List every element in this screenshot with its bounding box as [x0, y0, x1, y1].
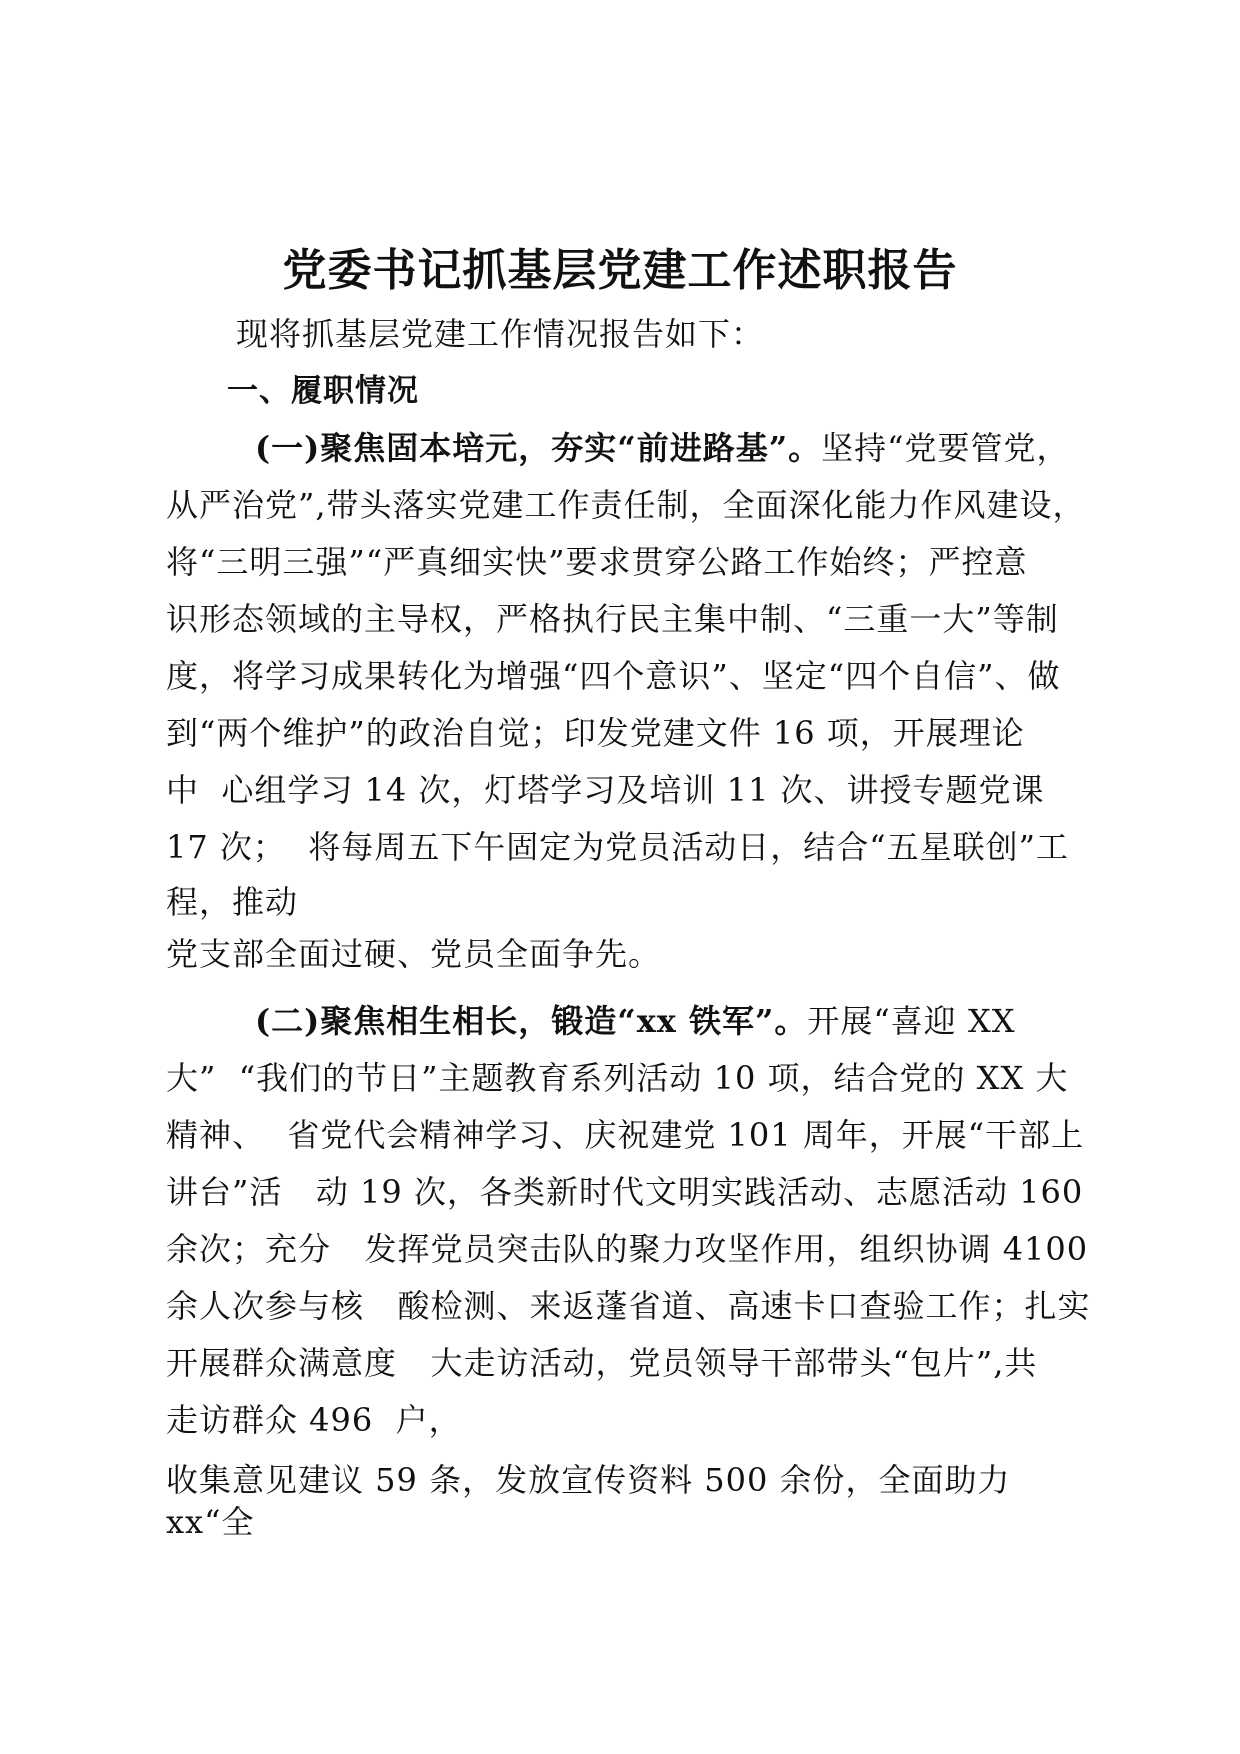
paragraph-2-line-7: 开展群众满意度 大走访活动，党员领导干部带头“包片”,共 — [166, 1344, 1038, 1382]
paragraph-2-line-8: 走访群众 496 户， — [166, 1401, 462, 1439]
paragraph-2-line-6: 余人次参与核 酸检测、来返蓬省道、高速卡口查验工作；扎实 — [166, 1287, 1091, 1325]
paragraph-1-line-2: 从严治党”,带头落实党建工作责任制，全面深化能力作风建设， — [166, 486, 1086, 524]
paragraph-1-line-1 — [255, 426, 1069, 470]
document-title: 党委书记抓基层党建工作述职报告 — [282, 245, 958, 296]
paragraph-1-line-10: 党支部全面过硬、党员全面争先。 — [166, 935, 662, 973]
paragraph-1-line-5: 度，将学习成果转化为增强“四个意识”、坚定“四个自信”、做 — [166, 657, 1061, 695]
paragraph-1-line-4: 识形态领域的主导权，严格执行民主集中制、“三重一大”等制 — [166, 600, 1059, 638]
paragraph-2-line-5: 余次；充分 发挥党员突击队的聚力攻坚作用，组织协调 4100 — [166, 1230, 1089, 1268]
paragraph-1-line-8: 17 次； 将每周五下午固定为党员活动日，结合“五星联创”工 — [166, 828, 1069, 866]
paragraph-2-line-4: 讲台”活 动 19 次，各类新时代文明实践活动、志愿活动 160 — [166, 1173, 1084, 1211]
section-heading: 一、履职情况 — [227, 373, 419, 409]
paragraph-1-line-7: 中 心组学习 14 次，灯塔学习及培训 11 次、讲授专题党课 — [166, 771, 1045, 809]
paragraph-2-line-3: 精神、 省党代会精神学习、庆祝建党 101 周年，开展“干部上 — [166, 1116, 1085, 1154]
paragraph-1-line-9: 程，推动 — [166, 883, 299, 921]
paragraph-2-line-2: 大” “我们的节日”主题教育系列活动 10 项，结合党的 XX 大 — [166, 1059, 1069, 1097]
paragraph-1-line-6: 到“两个维护”的政治自觉；印发党建文件 16 项，开展理论 — [166, 714, 1025, 752]
paragraph-1-line-3: 将“三明三强”“严真细实快”要求贯穿公路工作始终；严控意 — [166, 543, 1028, 581]
paragraph-2-lead: (二)聚焦相生相长，锻造“xx 铁军”。 — [255, 1002, 808, 1040]
paragraph-1-lead: (一)聚焦固本培元，夯实“前进路基”。 — [255, 429, 822, 467]
paragraph-1-line-1-text: 坚持“党要管党， — [821, 429, 1070, 467]
paragraph-2-line-10: xx“全 — [166, 1503, 255, 1541]
paragraph-2-line-9: 收集意见建议 59 条，发放宣传资料 500 余份，全面助力 — [166, 1461, 1011, 1499]
intro-text: 现将抓基层党建工作情况报告如下： — [236, 315, 765, 353]
paragraph-2-line-1 — [255, 999, 1016, 1043]
paragraph-2-line-1-text: 开展“喜迎 XX — [807, 1002, 1016, 1040]
